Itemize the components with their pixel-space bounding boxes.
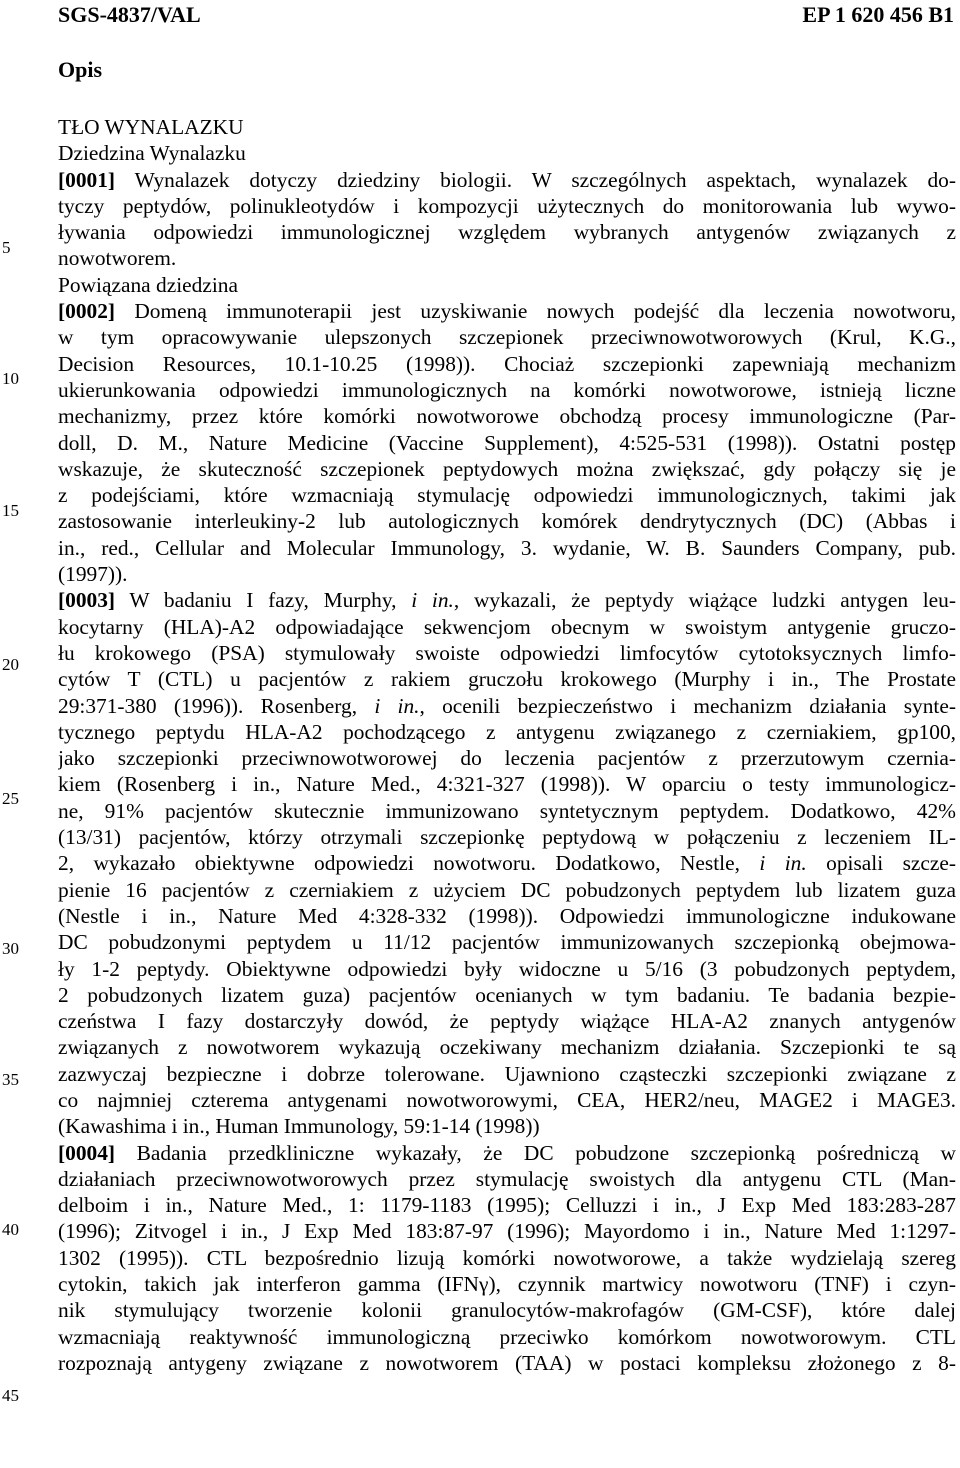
text-line — [58, 640, 956, 666]
text-segment: (Nestle i in., Nature Med 4:328-332 (1998)). Odpowiedzi immunologiczne indukowane — [58, 903, 956, 928]
text-line — [58, 1245, 956, 1271]
text-line — [58, 666, 956, 692]
text-line — [58, 1218, 956, 1244]
section-title: Opis — [58, 57, 103, 82]
text-line — [58, 298, 956, 324]
text-segment: rozpoznają antygeny związane z nowotworem (TAA) w postaci kompleksu złożonego z 8- — [58, 1350, 956, 1375]
text-line — [58, 824, 956, 850]
text-segment: doll, D. M., Nature Medicine (Vaccine Supplement), 4:525-531 (1998)). Ostatni postęp — [58, 430, 956, 455]
italic-text: i in. — [759, 851, 807, 876]
text-line — [58, 614, 956, 640]
text-segment: w tym opracowywanie ulepszonych szczepionek przeciwnowotworowych (Krul, K.G., — [58, 325, 956, 350]
text-line — [58, 219, 956, 245]
text-segment: 1302 (1995)). CTL bezpośrednio lizują komórki nowotworowe, a także wydzielają szereg — [58, 1245, 956, 1270]
text-segment: 29:371-380 (1996)). Rosenberg, — [58, 693, 375, 718]
line-number: 30 — [2, 939, 19, 958]
text-segment: ły 1-2 peptydy. Obiektywne odpowiedzi były widoczne u 5/16 (3 pobudzonych peptydem, — [58, 956, 956, 981]
text-line — [58, 430, 956, 456]
text-segment: in., red., Cellular and Molecular Immunology, 3. wydanie, W. B. Saunders Company, pub. — [58, 535, 956, 560]
text-segment: mechanizmy, przez które komórki nowotworowe obchodzą procesy immunologiczne (Par- — [58, 404, 956, 429]
text-segment: nowotworem. — [58, 246, 177, 271]
text-line — [58, 1034, 956, 1060]
text-segment: cytów T (CTL) u pacjentów z rakiem gruczołu krokowego (Murphy i in., The Prostate — [58, 667, 956, 692]
text-line — [58, 193, 956, 219]
text-segment: kiem (Rosenberg i in., Nature Med., 4:321-327 (1998)). W oparciu o testy immunologicz- — [58, 772, 956, 797]
text-segment: ne, 91% pacjentów skutecznie immunizowano syntetycznym peptydem. Dodatkowo, 42% — [58, 798, 956, 823]
document-id: SGS-4837/VAL — [58, 2, 201, 27]
text-segment: cytokin, takich jak interferon gamma (IFNγ), czynnik martwicy nowotworu (TNF) i czyn- — [58, 1272, 956, 1297]
text-line — [58, 1271, 956, 1297]
text-line — [58, 245, 956, 271]
text-segment: ływania odpowiedzi immunologicznej względem wybranych antygenów związanych z — [58, 220, 956, 245]
text-segment: Wynalazek dotyczy dziedziny biologii. W szczególnych aspektach, wynalazek do- — [115, 167, 956, 192]
text-line — [58, 272, 956, 298]
text-segment: delboim i in., Nature Med., 1: 1179-1183 (1995); Celluzzi i in., J Exp Med 183:283-287 — [58, 1193, 956, 1218]
text-segment: TŁO WYNALAZKU — [58, 115, 244, 139]
line-number: 35 — [2, 1070, 19, 1089]
text-line — [58, 1008, 956, 1034]
text-segment: (1996); Zitvogel i in., J Exp Med 183:87-97 (1996); Mayordomo i in., Nature Med 1:1297- — [58, 1219, 956, 1244]
text-line — [58, 1297, 956, 1323]
text-line — [58, 587, 956, 613]
text-segment: ukierunkowania odpowiedzi immunologicznych na komórki nowotworowe, istnieją liczne — [58, 377, 956, 402]
text-line — [58, 167, 956, 193]
text-line — [58, 719, 956, 745]
paragraph-number: [0001] — [58, 167, 116, 192]
text-line — [58, 1350, 956, 1376]
text-line — [58, 956, 956, 982]
text-segment: wskazuje, że skuteczność szczepionek peptydowych można zwiększać, gdy połączy się je — [58, 456, 956, 481]
text-segment: (Kawashima i in., Human Immunology, 59:1-14 (1998)) — [58, 1114, 540, 1139]
text-line — [58, 456, 956, 482]
text-segment: działaniach przeciwnowotworowych przez stymulację swoistych dla antygenu CTL (Man- — [58, 1166, 956, 1191]
line-number: 10 — [2, 369, 19, 388]
text-line — [58, 982, 956, 1008]
text-segment: nik stymulujący tworzenie kolonii granulocytów-makrofagów (GM-CSF), które dalej — [58, 1298, 956, 1323]
line-number: 5 — [2, 238, 11, 257]
text-line — [58, 693, 956, 719]
line-number: 15 — [2, 501, 19, 520]
text-line — [58, 1192, 956, 1218]
text-line — [58, 1166, 956, 1192]
text-segment: zastosowanie interleukiny-2 lub autologicznych komórek dendrytycznych (DC) (Abbas i — [58, 509, 956, 534]
text-segment: W badaniu I fazy, Murphy, — [115, 588, 412, 613]
text-line — [58, 324, 956, 350]
text-segment: , wykazali, że peptydy wiążące ludzki antygen leu- — [453, 588, 956, 613]
text-line — [58, 771, 956, 797]
text-segment: związanych z nowotworem wykazują oczekiwany mechanizm działania. Szczepionki te są — [58, 1035, 956, 1060]
text-segment: 2 pobudzonych lizatem guza) pacjentów ocenianych w tym badaniu. Te badania bezpie- — [58, 982, 956, 1007]
text-segment: , ocenili bezpieczeństwo i mechanizm działania synte- — [419, 693, 956, 718]
italic-text: i in. — [411, 588, 454, 613]
text-segment: z podejściami, które wzmacniają stymulację odpowiedzi immunologicznych, takimi jak — [58, 483, 956, 508]
text-line — [58, 1087, 956, 1113]
text-line — [58, 877, 956, 903]
text-segment: Dziedzina Wynalazku — [58, 141, 246, 166]
text-segment: DC pobudzonymi peptydem u 11/12 pacjentów immunizowanych szczepionką obejmowa- — [58, 930, 956, 955]
text-line — [58, 403, 956, 429]
line-number: 45 — [2, 1386, 19, 1405]
text-segment: Decision Resources, 10.1-10.25 (1998)). Chociaż szczepionki zapewniają mechanizm — [58, 351, 956, 376]
text-segment: opisali szcze- — [806, 851, 956, 876]
text-line — [58, 377, 956, 403]
text-line — [58, 140, 956, 166]
text-segment: co najmniej czterema antygenami nowotworowymi, CEA, HER2/neu, MAGE2 i MAGE3. — [58, 1087, 956, 1112]
text-line — [58, 535, 956, 561]
text-line — [58, 561, 956, 587]
paragraph-number: [0003] — [58, 588, 116, 613]
text-line — [58, 508, 956, 534]
paragraph-number: [0004] — [58, 1140, 116, 1165]
description-body — [58, 114, 956, 1376]
line-number: 20 — [2, 655, 19, 674]
text-segment: jako szczepionki przeciwnowotworowej do leczenia pacjentów z przerzutowym czernia- — [58, 746, 956, 771]
text-segment: czeństwa I fazy dostarczyły dowód, że peptydy wiążące HLA-A2 znanych antygenów — [58, 1009, 956, 1034]
text-line — [58, 850, 956, 876]
text-line — [58, 929, 956, 955]
text-segment: Domeną immunoterapii jest uzyskiwanie nowych podejść dla leczenia nowotworu, — [115, 299, 956, 324]
text-segment: tycznego peptydu HLA-A2 pochodzącego z antygenu związanego z czerniakiem, gp100, — [58, 719, 956, 744]
text-segment: (13/31) pacjentów, którzy otrzymali szczepionkę peptydową w połączeniu z leczeniem IL- — [58, 825, 956, 850]
text-segment: zazwyczaj bezpieczne i dobrze tolerowane. Ujawniono cząsteczki szczepionki związane z — [58, 1061, 956, 1086]
paragraph-number: [0002] — [58, 299, 116, 324]
patent-number: EP 1 620 456 B1 — [802, 2, 954, 27]
text-segment: wzmacniają reaktywność immunologiczną przeciwko komórkom nowotworowym. CTL — [58, 1324, 956, 1349]
text-line — [58, 1113, 956, 1139]
text-line — [58, 1061, 956, 1087]
text-line — [58, 745, 956, 771]
text-line — [58, 903, 956, 929]
text-line — [58, 482, 956, 508]
line-number: 25 — [2, 789, 19, 808]
italic-text: i in. — [374, 693, 420, 718]
text-line — [58, 1324, 956, 1350]
text-segment: tyczy peptydów, polinukleotydów i kompozycji użytecznych do monitorowania lub wywo- — [58, 193, 956, 218]
text-line — [58, 114, 956, 140]
text-segment: (1997)). — [58, 562, 128, 587]
text-line — [58, 351, 956, 377]
text-segment: łu krokowego (PSA) stymulowały swoiste odpowiedzi limfocytów cytotoksycznych limfo- — [58, 640, 956, 665]
text-segment: pienie 16 pacjentów z czerniakiem z użyciem DC pobudzonych peptydem lub lizatem guza — [58, 877, 956, 902]
text-segment: kocytarny (HLA)-A2 odpowiadające sekwencjom obecnym w swoistym antygenie gruczo- — [58, 614, 956, 639]
text-segment: 2, wykazało obiektywne odpowiedzi nowotworu. Dodatkowo, Nestle, — [58, 851, 760, 876]
text-line — [58, 1140, 956, 1166]
line-number: 40 — [2, 1220, 19, 1239]
text-line — [58, 798, 956, 824]
text-segment: Badania przedkliniczne wykazały, że DC pobudzone szczepionką pośredniczą w — [115, 1140, 956, 1165]
text-segment: Powiązana dziedzina — [58, 272, 238, 297]
